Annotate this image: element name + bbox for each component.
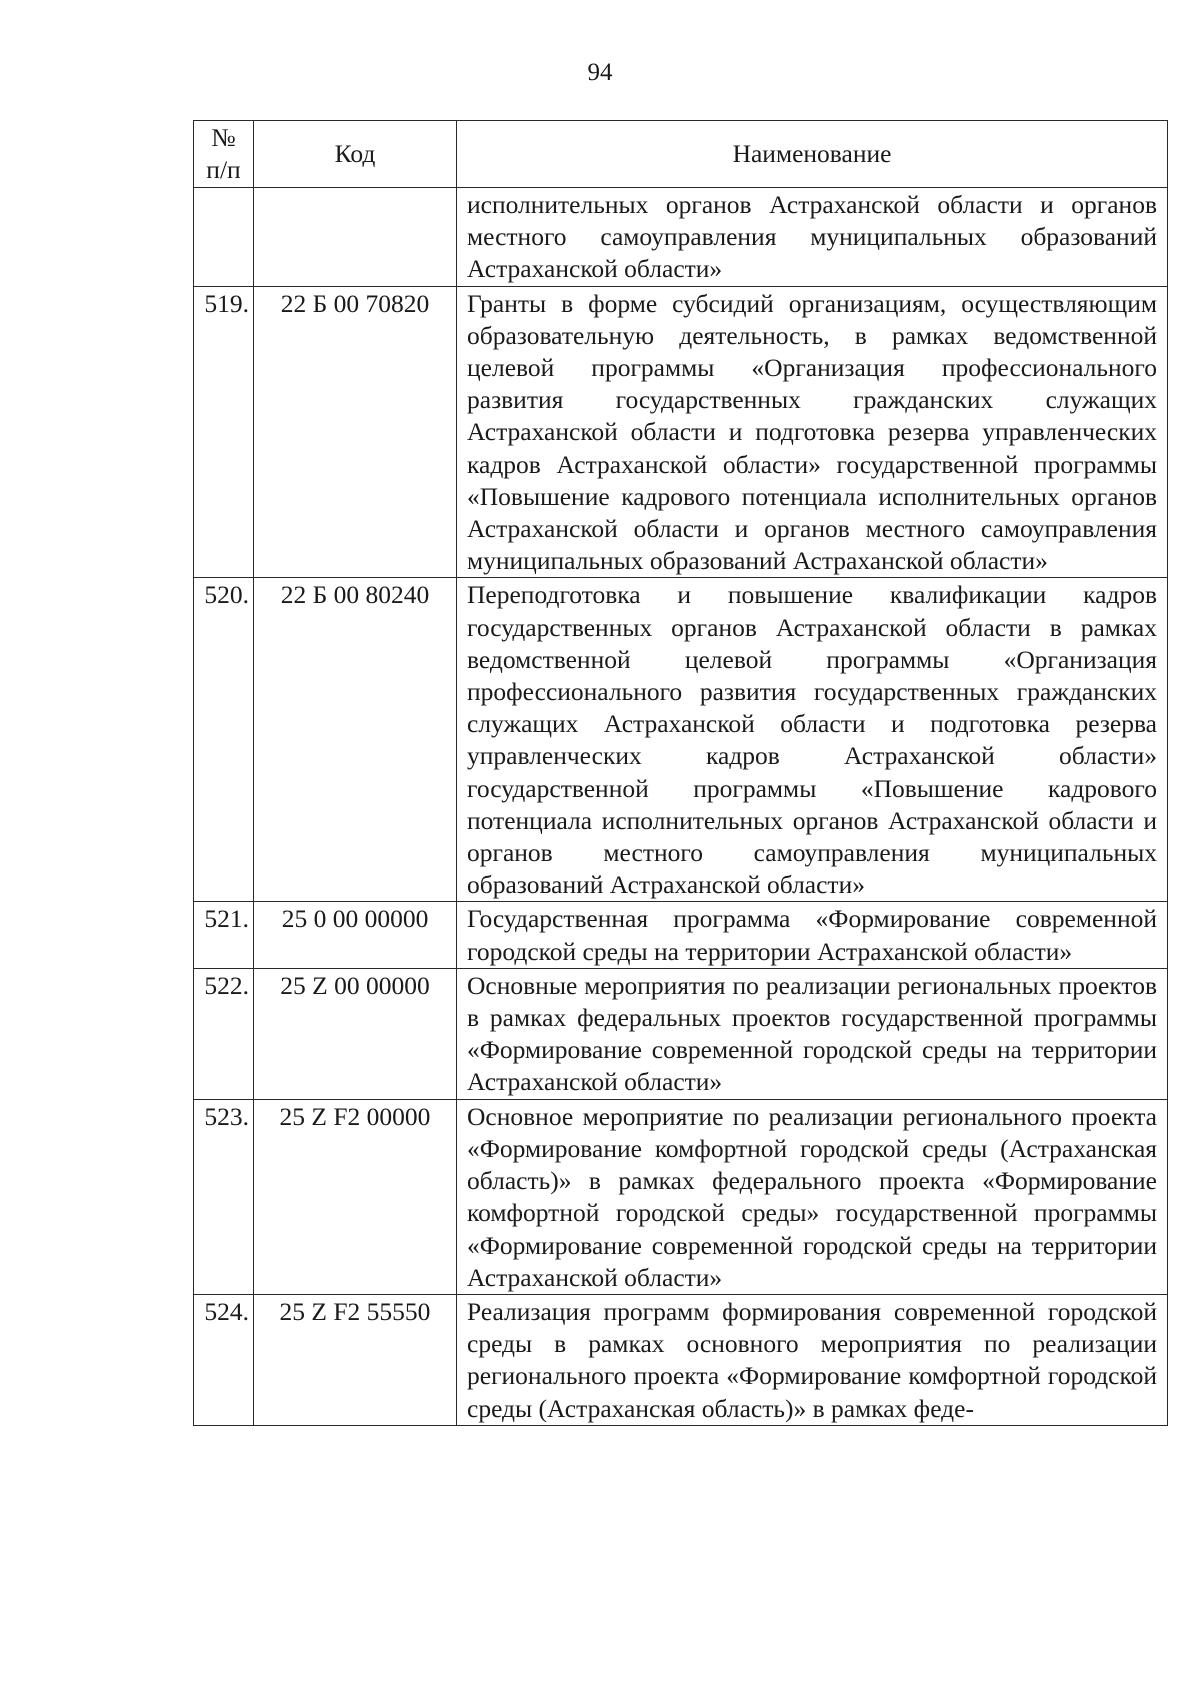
row-code: 25 0 00 00000 — [254, 902, 457, 968]
table-row — [194, 1099, 1168, 1294]
classification-table — [193, 120, 1168, 1426]
row-name — [457, 1099, 1168, 1294]
row-code: 22 Б 00 70820 — [254, 286, 457, 578]
row-name-text: исполнительных органов Астраханской области и органов местного самоуправления муниципальных образований Астраханской области» — [467, 190, 1157, 284]
row-name-text: Основные мероприятия по реализации региональных проектов в рамках федеральных проектов государственной программы «Формирование современной городской среды на территории Астраханской области» — [467, 970, 1157, 1097]
row-code: 25 Z 00 00000 — [254, 968, 457, 1099]
table-row — [194, 968, 1168, 1099]
table-row — [194, 578, 1168, 902]
row-name — [457, 1294, 1168, 1425]
header-code: Код — [254, 121, 457, 188]
table-header-row — [194, 121, 1168, 188]
row-code — [254, 188, 457, 287]
row-name — [457, 578, 1168, 902]
table-row — [194, 286, 1168, 578]
row-code: 25 Z F2 55550 — [254, 1294, 457, 1425]
table-row — [194, 1294, 1168, 1425]
header-number-symbol: № — [211, 122, 236, 152]
row-code: 22 Б 00 80240 — [254, 578, 457, 902]
header-name: Наименование — [457, 121, 1168, 188]
row-name — [457, 968, 1168, 1099]
page-number: 94 — [587, 59, 613, 86]
table-row — [194, 902, 1168, 968]
row-number: 522. — [194, 968, 254, 1099]
header-number — [194, 121, 254, 188]
row-name-text: Государственная программа «Формирование современной городской среды на территории Астраханской области» — [467, 904, 1157, 966]
row-number: 520. — [194, 578, 254, 902]
table-row-continuation — [194, 188, 1168, 287]
row-code: 25 Z F2 00000 — [254, 1099, 457, 1294]
header-number-abbr: п/п — [206, 155, 241, 184]
row-name-text: Реализация программ формирования современной городской среды в рамках основного мероприятия по реализации регионального проекта «Формирование комфортной городской среды (Астраханская область)» в рамках феде- — [467, 1296, 1157, 1423]
row-name — [457, 902, 1168, 968]
row-name-text: Переподготовка и повышение квалификации кадров государственных органов Астраханской области в рамках ведомственной целевой программы «Организация профессионального развития государственных гражданских служащих Астраханской области и подготовка резерва управленческих кадров Астраханской области» государственной программы «Повышение кадрового потенциала исполнительных органов Астраханской области и органов местного самоуправления муниципальных образований Астраханской области» — [467, 580, 1157, 900]
row-number: 523. — [194, 1099, 254, 1294]
row-number — [194, 188, 254, 287]
row-name-text: Гранты в форме субсидий организациям, осуществляющим образовательную деятельность, в рамках ведомственной целевой программы «Организация профессионального развития государственных гражданских служащих Астраханской области и подготовка резерва управленческих кадров Астраханской области» государственной программы «Повышение кадрового потенциала исполнительных органов Астраханской области и органов местного самоуправления муниципальных образований Астраханской области» — [467, 288, 1157, 576]
row-name — [457, 286, 1168, 578]
row-number: 519. — [194, 286, 254, 578]
row-name-text: Основное мероприятие по реализации регионального проекта «Формирование комфортной городской среды (Астраханская область)» в рамках федерального проекта «Формирование комфортной городской среды» государственной программы «Формирование современной городской среды на территории Астраханской области» — [467, 1101, 1157, 1292]
row-number: 521. — [194, 902, 254, 968]
row-number: 524. — [194, 1294, 254, 1425]
row-name — [457, 188, 1168, 287]
